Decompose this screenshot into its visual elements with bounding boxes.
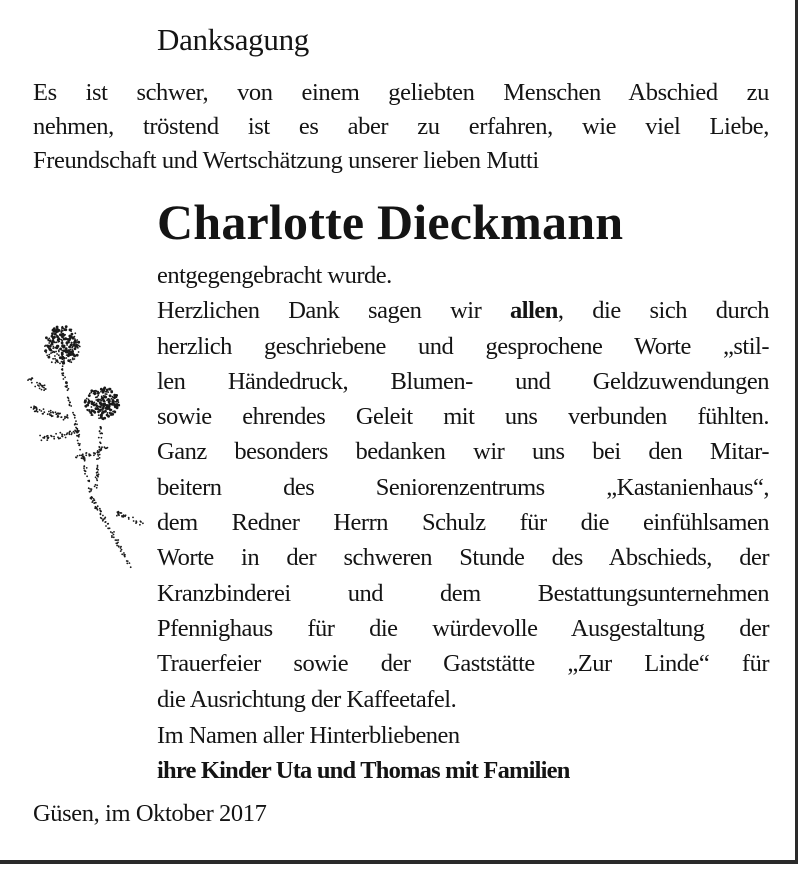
- body-line: beitern des Seniorenzentrums „Kastanienhaus“,: [157, 473, 769, 501]
- body-line: herzlich geschriebene und gesprochene Worte „stil-: [157, 332, 769, 360]
- signoff: [157, 718, 570, 788]
- notice-title: Danksagung: [157, 22, 309, 57]
- body-line: die Ausrichtung der Kaffeetafel.: [157, 685, 457, 713]
- body-line: Worte in der schweren Stunde des Abschieds, der: [157, 544, 769, 572]
- deceased-name: Charlotte Dieckmann: [157, 194, 624, 250]
- emphasis-allen: allen: [510, 297, 558, 325]
- body-line: len Händedruck, Blumen- und Geldzuwendungen: [157, 367, 769, 395]
- body-line: entgegengebracht wurde.: [157, 262, 392, 289]
- body-line: Kranzbinderei und dem Bestattungsunternehmen: [157, 579, 769, 607]
- body-line: Trauerfeier sowie der Gaststätte „Zur Linde“ für: [157, 650, 769, 678]
- place-date: Güsen, im Oktober 2017: [33, 800, 267, 827]
- body-line: sowie ehrendes Geleit mit uns verbunden fühlten.: [157, 403, 769, 431]
- intro-line: Es ist schwer, von einem geliebten Menschen Abschied zu: [33, 79, 769, 106]
- signoff-names: ihre Kinder Uta und Thomas mit Familien: [157, 757, 570, 784]
- intro-line: Freundschaft und Wertschätzung unserer lieben Mutti: [33, 147, 539, 174]
- intro-line: nehmen, tröstend ist es aber zu erfahren, wie viel Liebe,: [33, 113, 769, 140]
- rose-icon: [22, 318, 157, 578]
- body-line: dem Redner Herrn Schulz für die einfühlsamen: [157, 509, 769, 537]
- body-line: Ganz besonders bedanken wir uns bei den Mitar-: [157, 438, 769, 466]
- thanks-paragraph: [157, 258, 769, 717]
- intro-paragraph: [33, 76, 769, 178]
- body-line: Herzlichen Dank sagen wir allen, die sich durch: [157, 297, 769, 325]
- body-line: Pfennighaus für die würdevolle Ausgestaltung der: [157, 614, 769, 642]
- signoff-line: Im Namen aller Hinterbliebenen: [157, 722, 460, 749]
